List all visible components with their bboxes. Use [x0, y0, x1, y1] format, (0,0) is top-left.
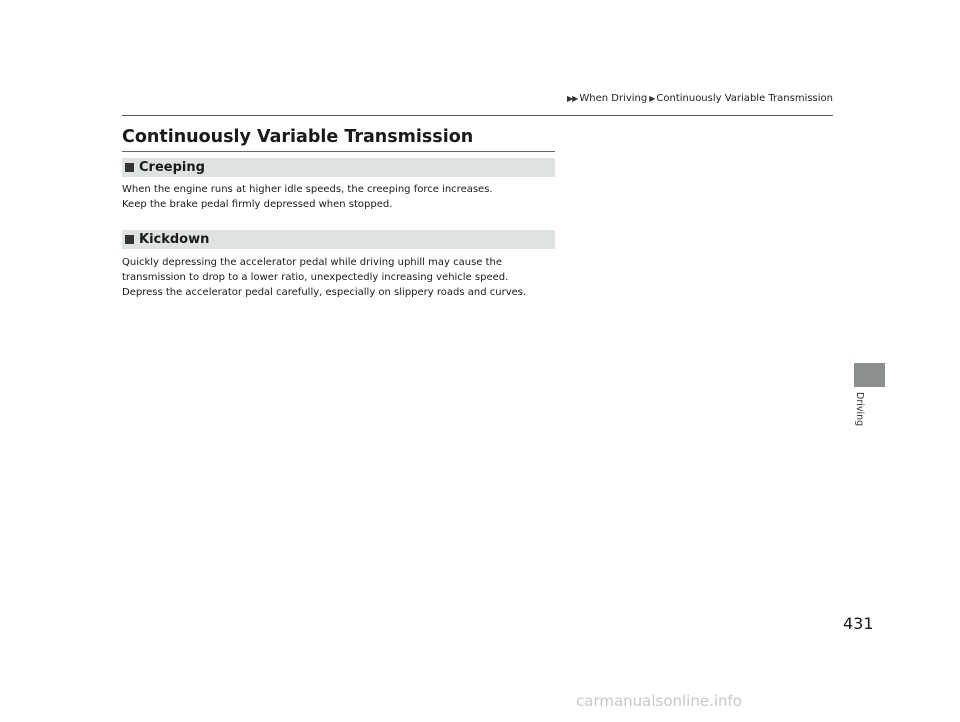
text-line: Keep the brake pedal firmly depressed when stopped. [122, 199, 393, 210]
double-arrow-icon: ▶▶ [567, 94, 578, 103]
text-line: Quickly depressing the accelerator pedal while driving uphill may cause the [122, 257, 503, 268]
text-line: Depress the accelerator pedal carefully, especially on slippery roads and curves. [122, 287, 527, 298]
arrow-icon: ▶ [649, 94, 655, 103]
breadcrumb-page[interactable]: Continuously Variable Transmission [656, 93, 833, 104]
kickdown-paragraph [122, 255, 562, 300]
breadcrumb-section[interactable]: When Driving [579, 93, 648, 104]
section-heading: Kickdown [139, 232, 210, 247]
text-line: transmission to drop to a lower ratio, unexpectedly increasing vehicle speed. [122, 272, 509, 283]
chapter-tab-label: Driving [854, 392, 865, 427]
title-divider [122, 151, 555, 152]
page-number: 431 [843, 614, 874, 633]
section-header-kickdown [122, 230, 555, 249]
watermark: carmanualsonline.info [576, 692, 742, 710]
page-title: Continuously Variable Transmission [122, 127, 474, 147]
header-divider [122, 115, 833, 116]
breadcrumb [567, 93, 833, 104]
text-line: When the engine runs at higher idle speeds, the creeping force increases. [122, 184, 493, 195]
square-bullet-icon [125, 235, 134, 244]
creeping-paragraph [122, 182, 562, 212]
section-heading: Creeping [139, 160, 205, 175]
square-bullet-icon [125, 163, 134, 172]
chapter-tab[interactable] [854, 363, 885, 387]
section-header-creeping [122, 158, 555, 177]
